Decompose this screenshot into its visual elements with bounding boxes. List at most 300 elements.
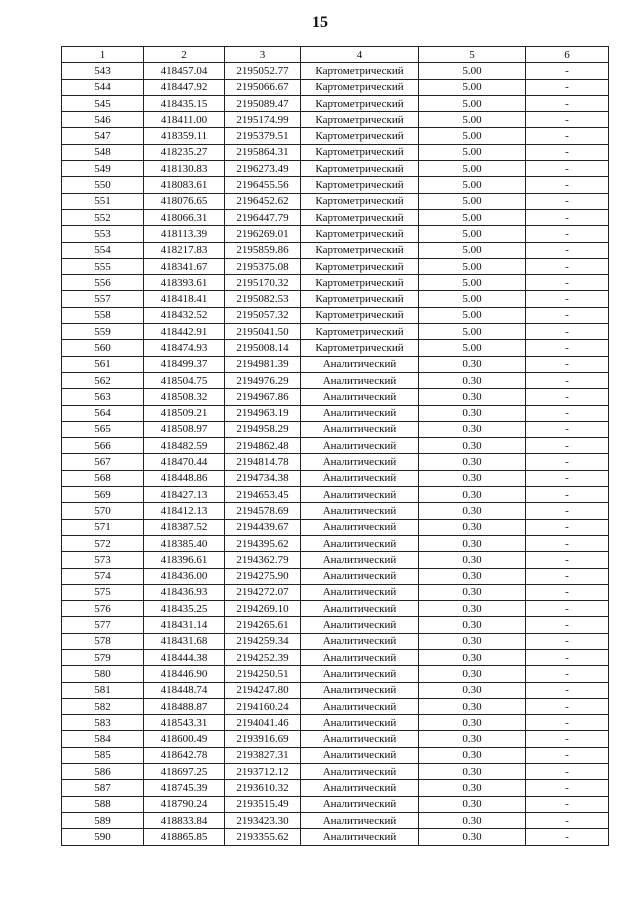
accuracy-cell: 5.00: [419, 258, 526, 274]
y-coordinate-cell: 2193712.12: [225, 764, 301, 780]
accuracy-cell: 0.30: [419, 780, 526, 796]
accuracy-cell: 0.30: [419, 715, 526, 731]
point-number-cell: 556: [62, 275, 144, 291]
x-coordinate-cell: 418235.27: [144, 144, 225, 160]
accuracy-cell: 0.30: [419, 666, 526, 682]
point-number-cell: 567: [62, 454, 144, 470]
accuracy-cell: 5.00: [419, 95, 526, 111]
x-coordinate-cell: 418432.52: [144, 307, 225, 323]
x-coordinate-cell: 418697.25: [144, 764, 225, 780]
column-header-3: 3: [225, 47, 301, 63]
note-cell: -: [526, 715, 609, 731]
accuracy-cell: 0.30: [419, 568, 526, 584]
table-row: [62, 63, 609, 79]
accuracy-cell: 5.00: [419, 63, 526, 79]
x-coordinate-cell: 418470.44: [144, 454, 225, 470]
point-number-cell: 565: [62, 421, 144, 437]
table-row: [62, 193, 609, 209]
note-cell: -: [526, 324, 609, 340]
note-cell: -: [526, 617, 609, 633]
accuracy-cell: 5.00: [419, 177, 526, 193]
method-cell: Аналитический: [301, 812, 419, 828]
method-cell: Картометрический: [301, 258, 419, 274]
table-row: [62, 568, 609, 584]
x-coordinate-cell: 418217.83: [144, 242, 225, 258]
point-number-cell: 551: [62, 193, 144, 209]
point-number-cell: 543: [62, 63, 144, 79]
method-cell: Картометрический: [301, 324, 419, 340]
y-coordinate-cell: 2194160.24: [225, 698, 301, 714]
x-coordinate-cell: 418790.24: [144, 796, 225, 812]
note-cell: -: [526, 470, 609, 486]
column-header-2: 2: [144, 47, 225, 63]
table-row: [62, 633, 609, 649]
note-cell: -: [526, 568, 609, 584]
accuracy-cell: 5.00: [419, 291, 526, 307]
method-cell: Картометрический: [301, 79, 419, 95]
method-cell: Картометрический: [301, 226, 419, 242]
x-coordinate-cell: 418447.92: [144, 79, 225, 95]
accuracy-cell: 5.00: [419, 275, 526, 291]
y-coordinate-cell: 2194963.19: [225, 405, 301, 421]
note-cell: -: [526, 177, 609, 193]
note-cell: -: [526, 95, 609, 111]
accuracy-cell: 5.00: [419, 144, 526, 160]
method-cell: Картометрический: [301, 275, 419, 291]
note-cell: -: [526, 666, 609, 682]
y-coordinate-cell: 2193827.31: [225, 747, 301, 763]
y-coordinate-cell: 2194958.29: [225, 421, 301, 437]
y-coordinate-cell: 2194981.39: [225, 356, 301, 372]
y-coordinate-cell: 2195170.32: [225, 275, 301, 291]
method-cell: Картометрический: [301, 95, 419, 111]
x-coordinate-cell: 418387.52: [144, 519, 225, 535]
point-number-cell: 585: [62, 747, 144, 763]
point-number-cell: 545: [62, 95, 144, 111]
y-coordinate-cell: 2194734.38: [225, 470, 301, 486]
accuracy-cell: 0.30: [419, 438, 526, 454]
column-header-1: 1: [62, 47, 144, 63]
y-coordinate-cell: 2195864.31: [225, 144, 301, 160]
table-row: [62, 812, 609, 828]
x-coordinate-cell: 418431.14: [144, 617, 225, 633]
method-cell: Картометрический: [301, 161, 419, 177]
header-row: [62, 47, 609, 63]
note-cell: -: [526, 487, 609, 503]
table-row: [62, 177, 609, 193]
method-cell: Аналитический: [301, 372, 419, 388]
x-coordinate-cell: 418113.39: [144, 226, 225, 242]
method-cell: Аналитический: [301, 552, 419, 568]
point-number-cell: 586: [62, 764, 144, 780]
x-coordinate-cell: 418833.84: [144, 812, 225, 828]
method-cell: Аналитический: [301, 666, 419, 682]
y-coordinate-cell: 2193355.62: [225, 829, 301, 845]
accuracy-cell: 0.30: [419, 470, 526, 486]
method-cell: Аналитический: [301, 438, 419, 454]
table-row: [62, 79, 609, 95]
accuracy-cell: 0.30: [419, 584, 526, 600]
x-coordinate-cell: 418600.49: [144, 731, 225, 747]
point-number-cell: 563: [62, 389, 144, 405]
note-cell: -: [526, 601, 609, 617]
note-cell: -: [526, 552, 609, 568]
note-cell: -: [526, 519, 609, 535]
point-number-cell: 546: [62, 112, 144, 128]
note-cell: -: [526, 340, 609, 356]
accuracy-cell: 0.30: [419, 389, 526, 405]
note-cell: -: [526, 307, 609, 323]
x-coordinate-cell: 418393.61: [144, 275, 225, 291]
coordinates-table: [61, 46, 609, 846]
method-cell: Аналитический: [301, 682, 419, 698]
method-cell: Аналитический: [301, 780, 419, 796]
note-cell: -: [526, 829, 609, 845]
point-number-cell: 548: [62, 144, 144, 160]
point-number-cell: 590: [62, 829, 144, 845]
table-row: [62, 796, 609, 812]
point-number-cell: 572: [62, 535, 144, 551]
accuracy-cell: 5.00: [419, 226, 526, 242]
accuracy-cell: 0.30: [419, 405, 526, 421]
table-row: [62, 649, 609, 665]
method-cell: Аналитический: [301, 487, 419, 503]
accuracy-cell: 5.00: [419, 112, 526, 128]
x-coordinate-cell: 418482.59: [144, 438, 225, 454]
point-number-cell: 573: [62, 552, 144, 568]
method-cell: Картометрический: [301, 128, 419, 144]
accuracy-cell: 5.00: [419, 307, 526, 323]
accuracy-cell: 5.00: [419, 324, 526, 340]
x-coordinate-cell: 418130.83: [144, 161, 225, 177]
x-coordinate-cell: 418427.13: [144, 487, 225, 503]
note-cell: -: [526, 698, 609, 714]
y-coordinate-cell: 2194814.78: [225, 454, 301, 470]
y-coordinate-cell: 2196452.62: [225, 193, 301, 209]
accuracy-cell: 0.30: [419, 601, 526, 617]
table-row: [62, 666, 609, 682]
table-row: [62, 682, 609, 698]
note-cell: -: [526, 747, 609, 763]
note-cell: -: [526, 389, 609, 405]
table-row: [62, 731, 609, 747]
table-row: [62, 324, 609, 340]
note-cell: -: [526, 128, 609, 144]
method-cell: Картометрический: [301, 307, 419, 323]
x-coordinate-cell: 418359.11: [144, 128, 225, 144]
note-cell: -: [526, 438, 609, 454]
note-cell: -: [526, 535, 609, 551]
accuracy-cell: 5.00: [419, 193, 526, 209]
accuracy-cell: 0.30: [419, 682, 526, 698]
y-coordinate-cell: 2195052.77: [225, 63, 301, 79]
x-coordinate-cell: 418457.04: [144, 63, 225, 79]
point-number-cell: 562: [62, 372, 144, 388]
y-coordinate-cell: 2196455.56: [225, 177, 301, 193]
x-coordinate-cell: 418448.86: [144, 470, 225, 486]
point-number-cell: 588: [62, 796, 144, 812]
point-number-cell: 549: [62, 161, 144, 177]
y-coordinate-cell: 2195174.99: [225, 112, 301, 128]
accuracy-cell: 0.30: [419, 649, 526, 665]
point-number-cell: 577: [62, 617, 144, 633]
method-cell: Аналитический: [301, 633, 419, 649]
x-coordinate-cell: 418442.91: [144, 324, 225, 340]
table-row: [62, 389, 609, 405]
point-number-cell: 552: [62, 209, 144, 225]
point-number-cell: 544: [62, 79, 144, 95]
page-number: 15: [312, 14, 328, 31]
method-cell: Аналитический: [301, 503, 419, 519]
y-coordinate-cell: 2194250.51: [225, 666, 301, 682]
point-number-cell: 553: [62, 226, 144, 242]
table-header: [62, 47, 609, 63]
table-row: [62, 340, 609, 356]
method-cell: Аналитический: [301, 421, 419, 437]
x-coordinate-cell: 418076.65: [144, 193, 225, 209]
y-coordinate-cell: 2193423.30: [225, 812, 301, 828]
note-cell: -: [526, 649, 609, 665]
method-cell: Аналитический: [301, 731, 419, 747]
x-coordinate-cell: 418543.31: [144, 715, 225, 731]
method-cell: Аналитический: [301, 764, 419, 780]
x-coordinate-cell: 418341.67: [144, 258, 225, 274]
method-cell: Аналитический: [301, 829, 419, 845]
point-number-cell: 579: [62, 649, 144, 665]
method-cell: Картометрический: [301, 242, 419, 258]
table-row: [62, 519, 609, 535]
accuracy-cell: 0.30: [419, 764, 526, 780]
note-cell: -: [526, 242, 609, 258]
method-cell: Аналитический: [301, 470, 419, 486]
column-header-6: 6: [526, 47, 609, 63]
table-row: [62, 535, 609, 551]
x-coordinate-cell: 418508.97: [144, 421, 225, 437]
point-number-cell: 584: [62, 731, 144, 747]
point-number-cell: 558: [62, 307, 144, 323]
point-number-cell: 582: [62, 698, 144, 714]
table-row: [62, 715, 609, 731]
note-cell: -: [526, 421, 609, 437]
point-number-cell: 559: [62, 324, 144, 340]
method-cell: Картометрический: [301, 63, 419, 79]
point-number-cell: 571: [62, 519, 144, 535]
y-coordinate-cell: 2194653.45: [225, 487, 301, 503]
method-cell: Аналитический: [301, 649, 419, 665]
y-coordinate-cell: 2195375.08: [225, 258, 301, 274]
y-coordinate-cell: 2194272.07: [225, 584, 301, 600]
x-coordinate-cell: 418083.61: [144, 177, 225, 193]
point-number-cell: 555: [62, 258, 144, 274]
point-number-cell: 570: [62, 503, 144, 519]
x-coordinate-cell: 418418.41: [144, 291, 225, 307]
table-row: [62, 421, 609, 437]
x-coordinate-cell: 418865.85: [144, 829, 225, 845]
accuracy-cell: 0.30: [419, 731, 526, 747]
note-cell: -: [526, 144, 609, 160]
accuracy-cell: 0.30: [419, 421, 526, 437]
accuracy-cell: 5.00: [419, 242, 526, 258]
note-cell: -: [526, 63, 609, 79]
table-row: [62, 112, 609, 128]
x-coordinate-cell: 418431.68: [144, 633, 225, 649]
note-cell: -: [526, 764, 609, 780]
table-row: [62, 275, 609, 291]
table-row: [62, 470, 609, 486]
note-cell: -: [526, 780, 609, 796]
accuracy-cell: 0.30: [419, 747, 526, 763]
method-cell: Аналитический: [301, 389, 419, 405]
note-cell: -: [526, 454, 609, 470]
table-row: [62, 487, 609, 503]
table-row: [62, 698, 609, 714]
accuracy-cell: 0.30: [419, 454, 526, 470]
accuracy-cell: 0.30: [419, 698, 526, 714]
y-coordinate-cell: 2195379.51: [225, 128, 301, 144]
table-row: [62, 372, 609, 388]
x-coordinate-cell: 418411.00: [144, 112, 225, 128]
y-coordinate-cell: 2194252.39: [225, 649, 301, 665]
x-coordinate-cell: 418435.25: [144, 601, 225, 617]
note-cell: -: [526, 209, 609, 225]
x-coordinate-cell: 418499.37: [144, 356, 225, 372]
note-cell: -: [526, 372, 609, 388]
accuracy-cell: 0.30: [419, 356, 526, 372]
note-cell: -: [526, 193, 609, 209]
note-cell: -: [526, 812, 609, 828]
table-row: [62, 747, 609, 763]
method-cell: Аналитический: [301, 454, 419, 470]
y-coordinate-cell: 2196269.01: [225, 226, 301, 242]
table-row: [62, 584, 609, 600]
column-header-4: 4: [301, 47, 419, 63]
accuracy-cell: 5.00: [419, 161, 526, 177]
x-coordinate-cell: 418488.87: [144, 698, 225, 714]
method-cell: Картометрический: [301, 144, 419, 160]
accuracy-cell: 0.30: [419, 487, 526, 503]
note-cell: -: [526, 79, 609, 95]
accuracy-cell: 0.30: [419, 829, 526, 845]
accuracy-cell: 0.30: [419, 552, 526, 568]
x-coordinate-cell: 418412.13: [144, 503, 225, 519]
table-row: [62, 356, 609, 372]
accuracy-cell: 5.00: [419, 128, 526, 144]
method-cell: Картометрический: [301, 209, 419, 225]
table-row: [62, 128, 609, 144]
method-cell: Аналитический: [301, 617, 419, 633]
method-cell: Аналитический: [301, 405, 419, 421]
x-coordinate-cell: 418474.93: [144, 340, 225, 356]
note-cell: -: [526, 291, 609, 307]
table-row: [62, 226, 609, 242]
method-cell: Аналитический: [301, 519, 419, 535]
method-cell: Картометрический: [301, 291, 419, 307]
y-coordinate-cell: 2194265.61: [225, 617, 301, 633]
table-row: [62, 209, 609, 225]
y-coordinate-cell: 2196273.49: [225, 161, 301, 177]
method-cell: Аналитический: [301, 747, 419, 763]
table-row: [62, 161, 609, 177]
column-header-5: 5: [419, 47, 526, 63]
table-row: [62, 764, 609, 780]
x-coordinate-cell: 418642.78: [144, 747, 225, 763]
point-number-cell: 560: [62, 340, 144, 356]
method-cell: Аналитический: [301, 796, 419, 812]
y-coordinate-cell: 2195057.32: [225, 307, 301, 323]
y-coordinate-cell: 2195008.14: [225, 340, 301, 356]
table-row: [62, 405, 609, 421]
y-coordinate-cell: 2193916.69: [225, 731, 301, 747]
accuracy-cell: 0.30: [419, 535, 526, 551]
note-cell: -: [526, 356, 609, 372]
table-row: [62, 307, 609, 323]
table-row: [62, 144, 609, 160]
point-number-cell: 564: [62, 405, 144, 421]
table-row: [62, 242, 609, 258]
y-coordinate-cell: 2193610.32: [225, 780, 301, 796]
note-cell: -: [526, 112, 609, 128]
y-coordinate-cell: 2194862.48: [225, 438, 301, 454]
x-coordinate-cell: 418396.61: [144, 552, 225, 568]
table-row: [62, 438, 609, 454]
point-number-cell: 554: [62, 242, 144, 258]
note-cell: -: [526, 796, 609, 812]
point-number-cell: 547: [62, 128, 144, 144]
accuracy-cell: 5.00: [419, 340, 526, 356]
x-coordinate-cell: 418066.31: [144, 209, 225, 225]
x-coordinate-cell: 418385.40: [144, 535, 225, 551]
y-coordinate-cell: 2194967.86: [225, 389, 301, 405]
table-row: [62, 601, 609, 617]
table-row: [62, 95, 609, 111]
method-cell: Аналитический: [301, 715, 419, 731]
y-coordinate-cell: 2194269.10: [225, 601, 301, 617]
y-coordinate-cell: 2194041.46: [225, 715, 301, 731]
note-cell: -: [526, 226, 609, 242]
y-coordinate-cell: 2194439.67: [225, 519, 301, 535]
point-number-cell: 580: [62, 666, 144, 682]
table-row: [62, 829, 609, 845]
table-row: [62, 258, 609, 274]
table-body: [62, 63, 609, 845]
accuracy-cell: 0.30: [419, 812, 526, 828]
table-row: [62, 454, 609, 470]
note-cell: -: [526, 405, 609, 421]
point-number-cell: 589: [62, 812, 144, 828]
point-number-cell: 587: [62, 780, 144, 796]
y-coordinate-cell: 2195066.67: [225, 79, 301, 95]
y-coordinate-cell: 2193515.49: [225, 796, 301, 812]
accuracy-cell: 0.30: [419, 796, 526, 812]
point-number-cell: 575: [62, 584, 144, 600]
y-coordinate-cell: 2195041.50: [225, 324, 301, 340]
point-number-cell: 550: [62, 177, 144, 193]
method-cell: Картометрический: [301, 340, 419, 356]
method-cell: Аналитический: [301, 356, 419, 372]
y-coordinate-cell: 2194362.79: [225, 552, 301, 568]
table-row: [62, 552, 609, 568]
accuracy-cell: 0.30: [419, 633, 526, 649]
point-number-cell: 574: [62, 568, 144, 584]
point-number-cell: 557: [62, 291, 144, 307]
y-coordinate-cell: 2196447.79: [225, 209, 301, 225]
note-cell: -: [526, 161, 609, 177]
method-cell: Аналитический: [301, 698, 419, 714]
x-coordinate-cell: 418436.00: [144, 568, 225, 584]
accuracy-cell: 0.30: [419, 372, 526, 388]
y-coordinate-cell: 2194247.80: [225, 682, 301, 698]
method-cell: Картометрический: [301, 177, 419, 193]
